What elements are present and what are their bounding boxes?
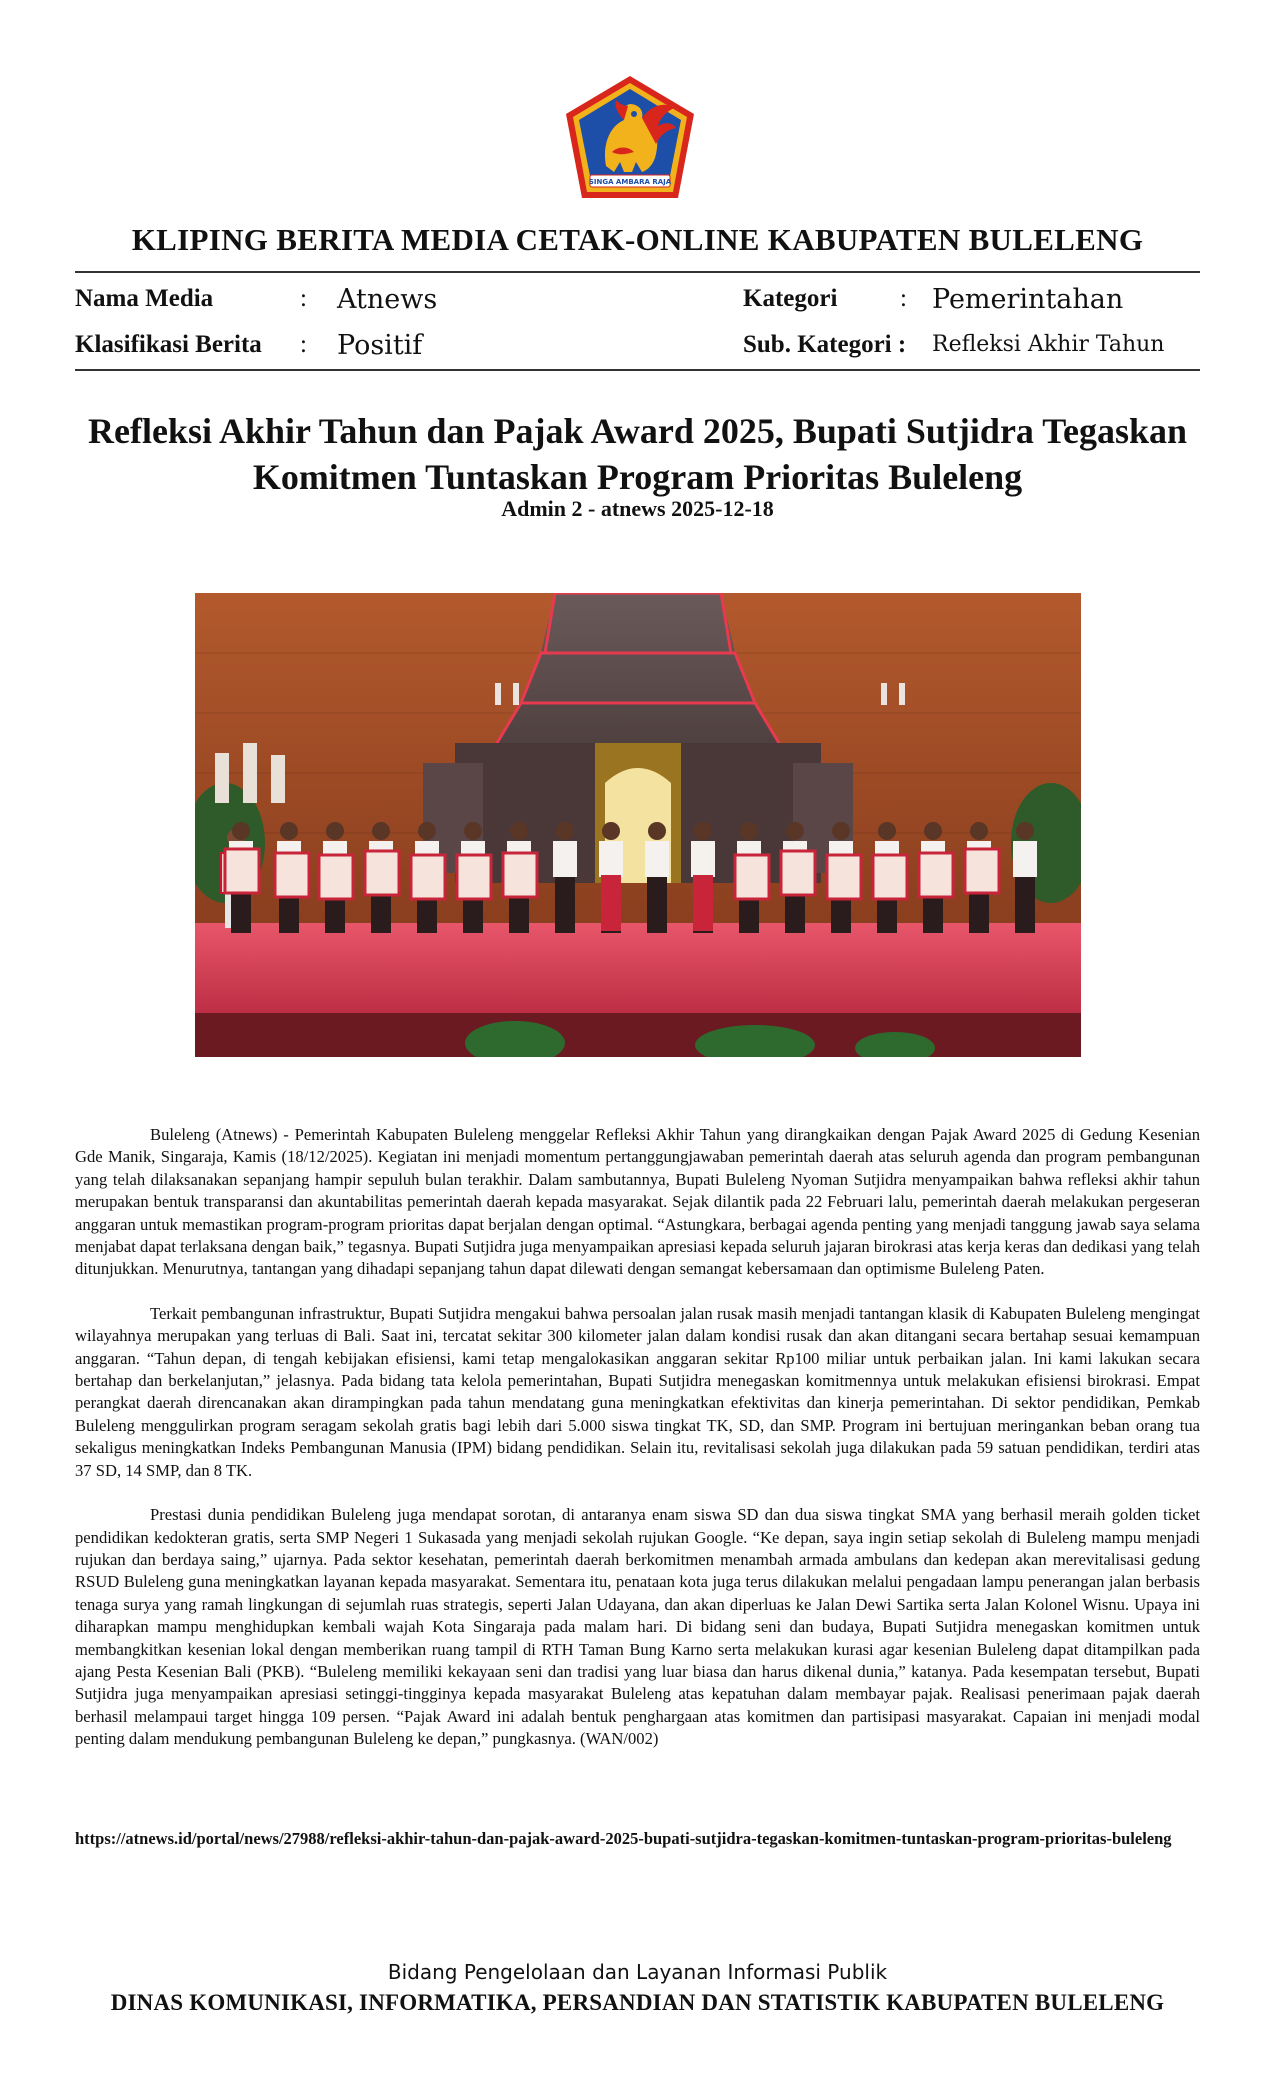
article-title-line2: Komitmen Tuntaskan Program Prioritas Buleleng — [252, 457, 1023, 497]
kabupaten-buleleng-logo — [562, 74, 698, 202]
article-paragraph-3: Prestasi dunia pendidikan Buleleng juga mendapat sorotan, di antaranya enam siswa SD dan dua siswa tingkat SMA yang berhasil meraih golden ticket pendidikan kedokteran gratis, serta SMP Negeri 1 Sukasada yang menjadi sekolah rujukan Google. “Ke depan, saya ingin setiap sekolah di Buleleng mampu menjadi rujukan dan berdaya saing,” ujarnya. Pada sektor kesehatan, pemerintah daerah berkomitmen menambah armada ambulans dan kedepan akan merevitalisasi gedung RSUD Buleleng guna meningkatkan layanan kepada masyarakat. Sementara itu, penataan kota juga terus dilakukan melalui pengadaan lampu penerangan jalan berbasis tenaga surya yang ramah lingkungan di sejumlah ruas strategis, seperti Jalan Udayana, dan akan diperluas ke Jalan Dewi Sartika serta Jalan Kolonel Wisnu. Upaya ini diharapkan mampu menghidupkan kembali wajah Kota Singaraja pada malam hari. Di bidang seni dan budaya, Bupati Sutjidra menegaskan komitmen untuk membangkitkan kesenian lokal dengan memberikan ruang tampil di RTH Taman Bung Karno serta melakukan kurasi agar kesenian Buleleng dapat ditampilkan pada ajang Pesta Kesenian Bali (PKB). “Buleleng memiliki kekayaan seni dan tradisi yang luar biasa dan harus dikenal dunia,” katanya. Pada kesempatan tersebut, Bupati Sutjidra juga menyampaikan apresiasi setinggi-tingginya kepada masyarakat Buleleng atas kepatuhan dalam membayar pajak. Realisasi penerimaan pajak daerah berhasil melampaui target hingga 109 persen. “Pajak Award ini adalah bentuk penghargaan atas komitmen dan partisipasi masyarakat. Capaian ini menjadi modal penting dalam mendukung pembangunan Buleleng ke depan,” pungkasnya. (WAN/002) — [75, 1505, 1200, 1749]
sub-kategori-value: Refleksi Akhir Tahun — [932, 332, 1165, 357]
kategori-value: Pemerintahan — [932, 284, 1124, 315]
klasifikasi-berita-colon: : — [300, 331, 307, 358]
article-body — [75, 1124, 1200, 1773]
article-paragraph-1: Buleleng (Atnews) - Pemerintah Kabupaten Buleleng menggelar Refleksi Akhir Tahun yang dirangkaikan dengan Pajak Award 2025 di Gedung Kesenian Gde Manik, Singaraja, Kamis (18/12/2025). Kegiatan ini menjadi momentum pertanggungjawaban pemerintah daerah atas seluruh agenda dan program pembangunan yang telah dilaksanakan sepanjang hampir sepuluh bulan terakhir. Dalam sambutannya, Bupati Buleleng Nyoman Sutjidra menyampaikan bahwa refleksi akhir tahun merupakan bentuk transparansi dan akuntabilitas pemerintah daerah kepada masyarakat. Sejak dilantik pada 22 Februari lalu, pemerintah daerah melakukan pergeseran anggaran untuk memastikan program-program prioritas dapat berjalan dengan optimal. “Astungkara, berbagai agenda penting yang menjadi tanggung jawab saya selama menjabat dapat terlaksana dengan baik,” tegasnya. Bupati Sutjidra juga menyampaikan apresiasi kepada seluruh jajaran birokrasi atas kerja keras dan dedikasi yang telah ditunjukkan. Menurutnya, tantangan yang dihadapi sepanjang tahun dapat dilewati dengan semangat kebersamaan dan optimisme Buleleng Paten. — [75, 1125, 1200, 1279]
article-title — [60, 408, 1215, 500]
footer-division: Bidang Pengelolaan dan Layanan Informasi Publik — [387, 1960, 888, 1984]
article-source-url[interactable]: https://atnews.id/portal/news/27988/refleksi-akhir-tahun-dan-pajak-award-2025-bupati-sutjidra-tegaskan-komitmen-tuntaskan-program-prioritas-buleleng — [75, 1829, 1172, 1848]
nama-media-value: Atnews — [337, 284, 438, 315]
article-paragraph-2: Terkait pembangunan infrastruktur, Bupati Sutjidra mengakui bahwa persoalan jalan rusak masih menjadi tantangan klasik di Kabupaten Buleleng mengingat wilayahnya merupakan yang terluas di Bali. Saat ini, tercatat sekitar 300 kilometer jalan dalam kondisi rusak dan akan ditangani secara bertahap sesuai kemampuan anggaran. “Tahun depan, di tengah kebijakan efisiensi, kami tetap mengalokasikan anggaran sekitar Rp100 miliar untuk perbaikan jalan. Ini kami lakukan secara bertahap dan berkelanjutan,” jelasnya. Pada bidang tata kelola pemerintahan, Bupati Sutjidra menegaskan komitmennya untuk melakukan efisiensi birokrasi. Empat perangkat daerah direncanakan akan dirampingkan pada tahun mendatang guna meningkatkan efektivitas dan kinerja pemerintahan. Di sektor pendidikan, Pemkab Buleleng menggulirkan program seragam sekolah gratis bagi lebih dari 5.000 siswa tingkat TK, SD, dan SMP. Program ini bertujuan meringankan beban orang tua sekaligus meningkatkan Indeks Pembangunan Manusia (IPM) bidang pendidikan. Selain itu, revitalisasi sekolah juga dilakukan pada 59 satuan pendidikan, terdiri atas 37 SD, 14 SMP, dan 8 TK. — [75, 1303, 1200, 1480]
clipping-header-title: KLIPING BERITA MEDIA CETAK-ONLINE KABUPATEN BULELENG — [131, 222, 1144, 257]
article-photo — [195, 593, 1081, 1057]
article-title-line1: Refleksi Akhir Tahun dan Pajak Award 2025, Bupati Sutjidra Tegaskan — [87, 411, 1188, 451]
klasifikasi-berita-value: Positif — [337, 330, 423, 361]
sub-kategori-label: Sub. Kategori : — [743, 331, 907, 358]
nama-media-label: Nama Media — [75, 285, 214, 312]
klasifikasi-berita-label: Klasifikasi Berita — [75, 331, 262, 358]
kategori-colon: : — [900, 285, 907, 312]
article-byline: Admin 2 - atnews 2025-12-18 — [501, 496, 774, 521]
header-divider-top — [75, 271, 1200, 273]
header-divider-bottom — [75, 369, 1200, 371]
footer-agency: DINAS KOMUNIKASI, INFORMATIKA, PERSANDIAN DAN STATISTIK KABUPATEN BULELENG — [110, 1990, 1165, 2015]
kategori-label: Kategori — [743, 285, 838, 312]
nama-media-colon: : — [300, 285, 307, 312]
svg-text:SINGA AMBARA RAJA: SINGA AMBARA RAJA — [588, 178, 672, 186]
